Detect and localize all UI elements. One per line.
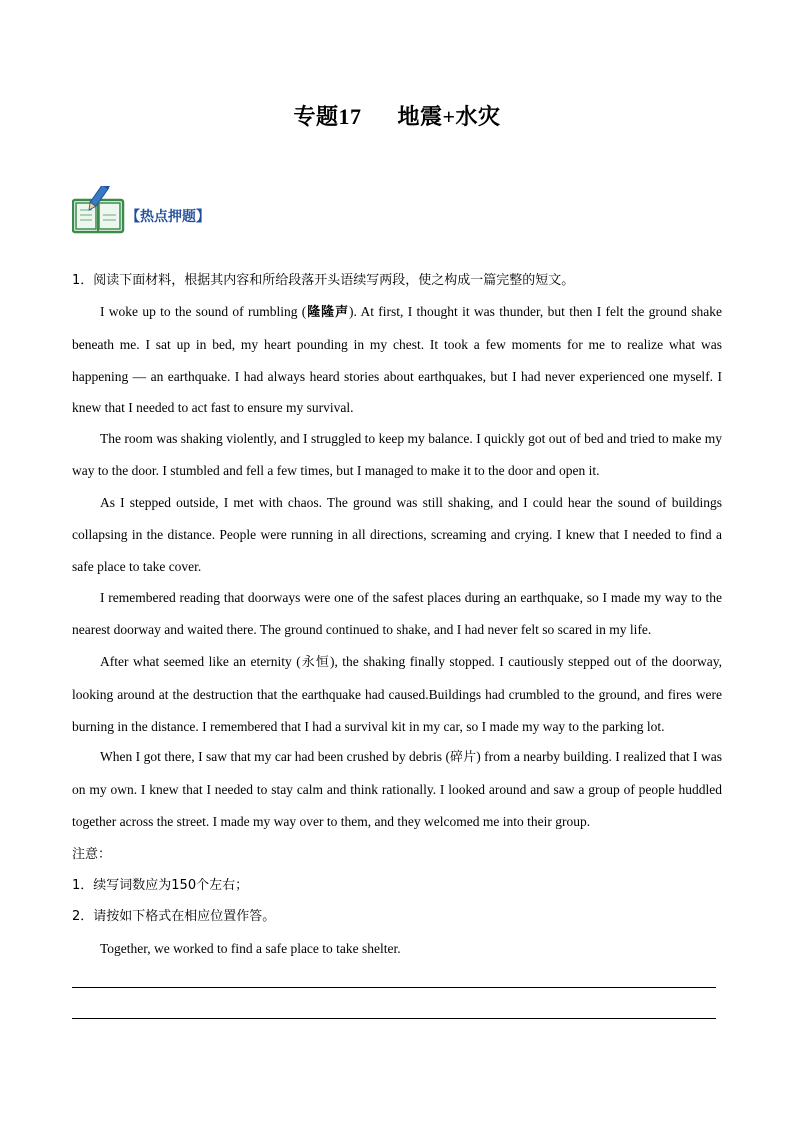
section-label: 【热点押题】 — [126, 209, 210, 225]
note-format: 2．请按如下格式在相应位置作答。 — [72, 909, 276, 924]
continuation-opening-sentence: Together, we worked to find a safe place to take shelter. — [100, 941, 401, 956]
answer-line-2 — [72, 1018, 716, 1019]
passage-paragraph-6: When I got there, I saw that my car had been crushed by debris (碎片) from a nearby building. I realized that I was on my own. I knew that I needed to stay calm and think rationally. I looked around and saw a group of people huddled together across the street. I made my way over to them, and they welcomed me into their group. — [72, 749, 722, 829]
passage-paragraph-2: The room was shaking violently, and I struggled to keep my balance. I quickly got out of bed and tried to make my way to the door. I stumbled and fell a few times, but I managed to make it to the door and open it. — [72, 431, 722, 478]
passage-paragraph-3: As I stepped outside, I met with chaos. The ground was still shaking, and I could hear the sound of buildings collapsing in the distance. People were running in all directions, screaming and crying. I knew that I needed to find a safe place to take cover. — [72, 495, 722, 574]
page-title: 专题17 地震+水灾 — [293, 104, 501, 129]
passage-paragraph-5: After what seemed like an eternity (永恒), the shaking finally stopped. I cautiously stepped out of the doorway, looking around at the destruction that the earthquake had caused.Buildings had crumbled to the ground, and fires were burning in the distance. I remembered that I had a survival kit in my car, so I made my way to the parking lot. — [72, 654, 722, 734]
passage-paragraph-4: I remembered reading that doorways were one of the safest places during an earthquake, so I made my way to the nearest doorway and waited there. The ground continued to shake, and I had never felt so scared in my life. — [72, 590, 722, 637]
passage-paragraph-1: I woke up to the sound of rumbling (隆隆声). At first, I thought it was thunder, but then I felt the ground shake beneath me. I sat up in bed, my heart pounding in my chest. It took a few moments for me to realize what was happening — an earthquake. I had always heard stories about earthquakes, but I had never experienced one myself. I knew that I needed to act fast to ensure my survival. — [72, 304, 722, 416]
notes-heading: 注意： — [72, 847, 112, 862]
note-word-count: 1．续写词数应为150个左右； — [72, 878, 249, 893]
question-instruction: 1．阅读下面材料，根据其内容和所给段落开头语续写两段，使之构成一篇完整的短文。 — [72, 273, 575, 288]
answer-line-1 — [72, 987, 716, 988]
open-book-pencil-icon — [72, 186, 126, 234]
